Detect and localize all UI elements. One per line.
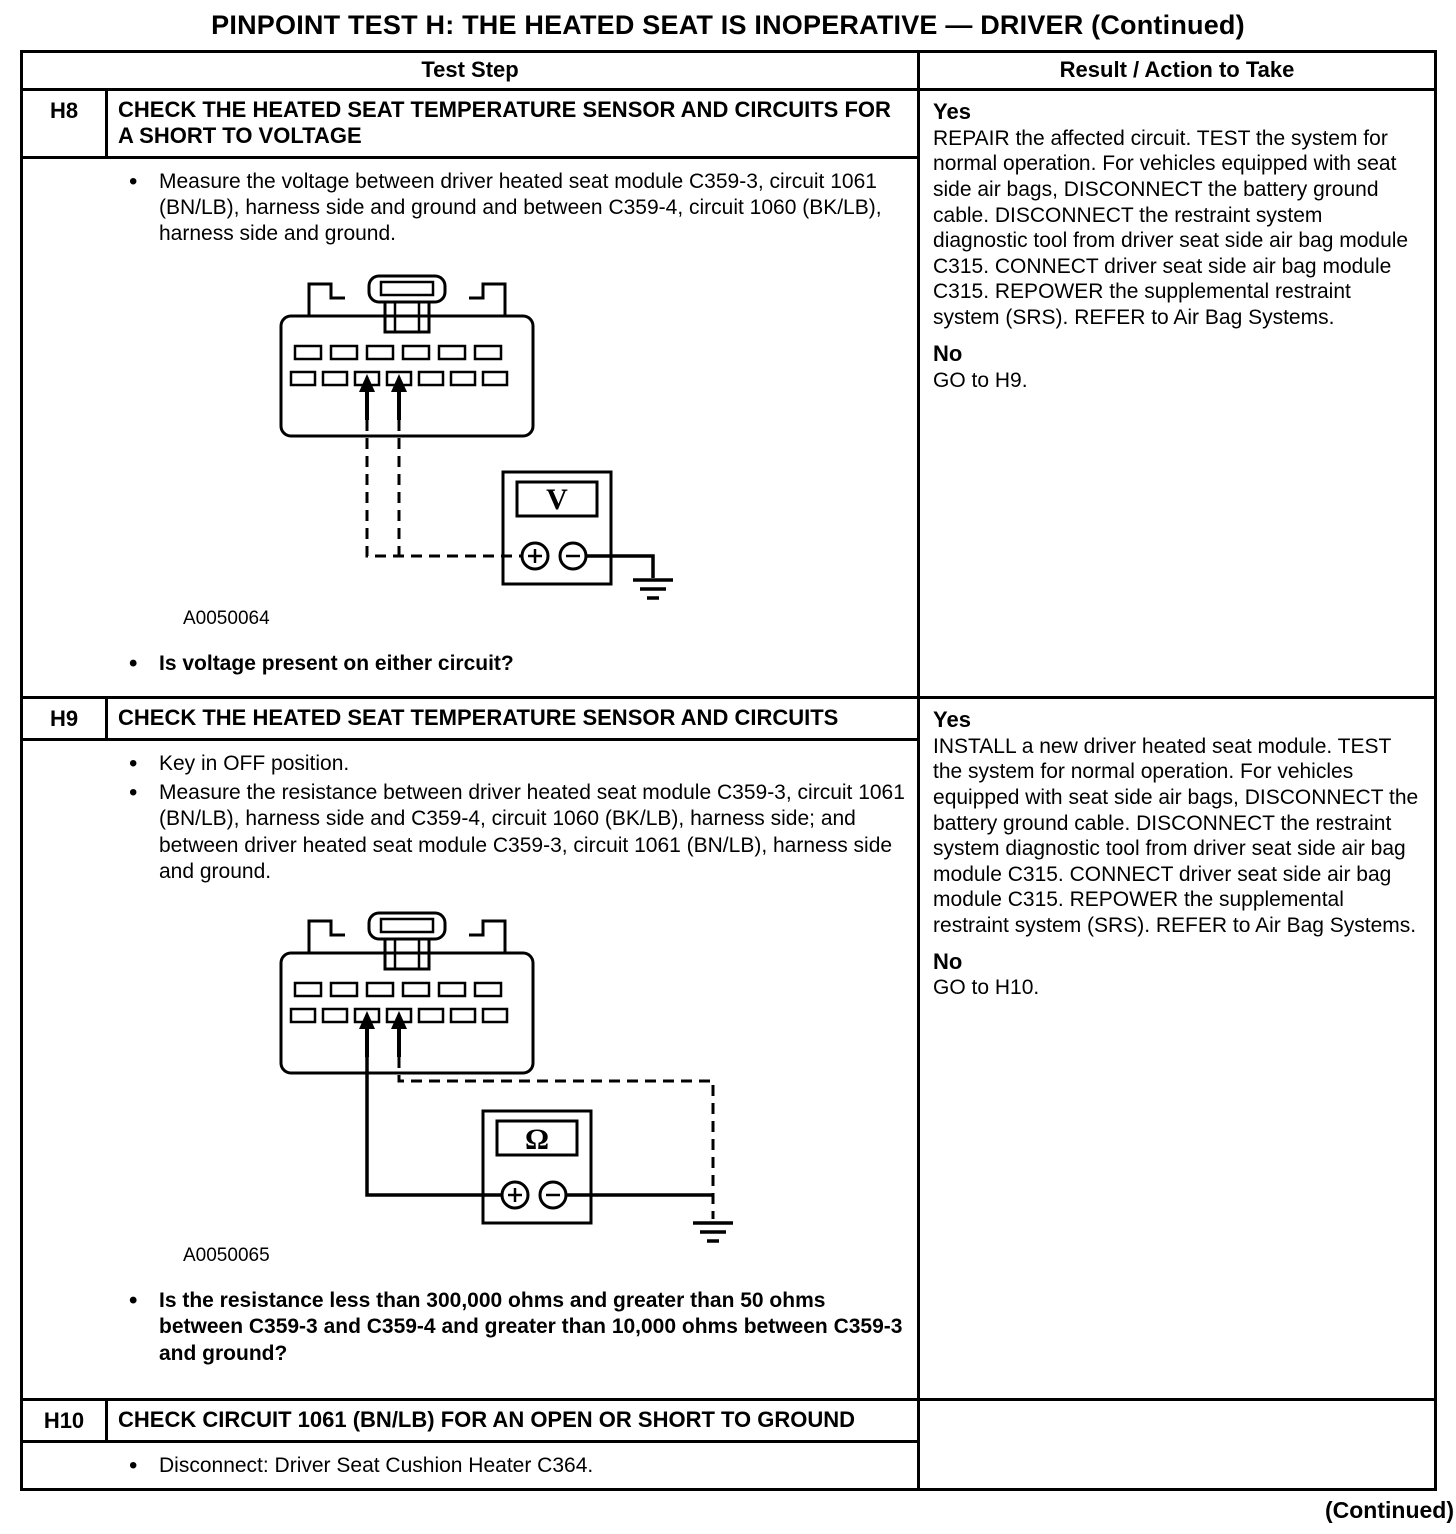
figure-label: A0050065 xyxy=(183,1245,270,1267)
voltmeter-icon xyxy=(503,472,611,584)
probe-arrow-icon xyxy=(359,374,407,420)
step-question: • Is the resistance less than 300,000 ohms and greater than 50 ohms between C359-3 and C359-4 and greater than 10,000 ohms between C359-3 and ground? xyxy=(123,1288,909,1367)
h8-connector-diagram xyxy=(153,262,909,637)
connector-icon xyxy=(281,913,533,1073)
result-cell-h10 xyxy=(919,1399,1436,1489)
pinpoint-test-table xyxy=(20,50,1437,1491)
step-id-h10: H10 xyxy=(22,1399,107,1441)
connector-icon xyxy=(281,276,533,436)
no-label: No xyxy=(933,948,963,974)
no-action-text: GO to H10. xyxy=(933,976,1040,1000)
meter-symbol: Ω xyxy=(524,1123,550,1157)
probe-arrow-icon xyxy=(359,1011,407,1057)
result-cell-h8 xyxy=(919,90,1436,698)
result-cell-h9 xyxy=(919,697,1436,1399)
step-h10-header-row xyxy=(22,1399,1436,1441)
question-list xyxy=(23,1288,909,1367)
step-question: • Is voltage present on either circuit? xyxy=(123,651,909,677)
question-list xyxy=(23,651,909,677)
instruction-list xyxy=(23,169,909,248)
yes-label: Yes xyxy=(933,706,971,732)
step-title-h9: CHECK THE HEATED SEAT TEMPERATURE SENSOR AND CIRCUITS xyxy=(107,697,919,739)
yes-label: Yes xyxy=(933,99,971,124)
step-id-h9: H9 xyxy=(22,697,107,739)
table-header-row xyxy=(22,52,1436,90)
step-body-h9 xyxy=(22,739,919,1399)
no-label: No xyxy=(933,340,963,366)
no-action-text: GO to H9. xyxy=(933,368,1028,392)
step-id-h8: H8 xyxy=(22,90,107,158)
ground-symbol-icon xyxy=(633,580,673,598)
column-header-result: Result / Action to Take xyxy=(919,52,1436,90)
ohmmeter-icon xyxy=(483,1111,591,1223)
step-title-h10: CHECK CIRCUIT 1061 (BN/LB) FOR AN OPEN OR SHORT TO GROUND xyxy=(107,1399,919,1441)
step-body-h8 xyxy=(22,157,919,697)
voltage-test-diagram xyxy=(153,262,713,637)
yes-action-text: INSTALL a new driver heated seat module. TEST the system for normal operation. For vehicles equipped with seat side air bags, DISCONNECT the battery ground cable. DISCONNECT the restraint system diagnostic tool from driver seat side air bag module C315. CONNECT driver seat side air bag module C315. REPOWER the supplemental restraint system (SRS). REFER to Air Bag Systems. xyxy=(933,734,1419,937)
test-lead-wire xyxy=(367,420,522,556)
ground-wire xyxy=(586,556,653,578)
instruction-item: • Measure the resistance between driver heated seat module C359-3, circuit 1061 (BN/LB), harness side and C359-4, circuit 1060 (BK/LB), harness side; and between driver heated seat module C359-3, circuit 1061 (BN/LB), harness side and ground. xyxy=(123,780,909,885)
instruction-item: • Key in OFF position. xyxy=(123,751,909,777)
instruction-item: • Disconnect: Driver Seat Cushion Heater C364. xyxy=(123,1453,909,1479)
step-body-h10 xyxy=(22,1441,919,1489)
instruction-item: • Measure the voltage between driver heated seat module C359-3, circuit 1061 (BN/LB), harness side and ground and between C359-4, circuit 1060 (BK/LB), harness side and ground. xyxy=(123,169,909,248)
page-title: PINPOINT TEST H: THE HEATED SEAT IS INOPERATIVE — DRIVER (Continued) xyxy=(211,10,1245,40)
figure-label: A0050064 xyxy=(183,607,270,629)
yes-action-text: REPAIR the affected circuit. TEST the system for normal operation. For vehicles equipped with seat side air bags, DISCONNECT the battery ground cable. DISCONNECT the restraint system diagnostic tool from driver seat side air bag module C315. CONNECT driver seat side air bag module C315. REPOWER the supplemental restraint system (SRS). REFER to Air Bag Systems. xyxy=(933,126,1409,330)
step-title-h8: CHECK THE HEATED SEAT TEMPERATURE SENSOR AND CIRCUITS FOR A SHORT TO VOLTAGE xyxy=(107,90,919,158)
ground-symbol-icon xyxy=(693,1223,733,1241)
footer-continued: (Continued) xyxy=(1324,1497,1454,1524)
instruction-list xyxy=(23,751,909,885)
step-h9-header-row xyxy=(22,697,1436,739)
meter-symbol: V xyxy=(546,482,568,516)
column-header-test-step: Test Step xyxy=(22,52,919,90)
instruction-list xyxy=(23,1453,909,1479)
resistance-test-diagram xyxy=(153,899,753,1274)
h9-connector-diagram xyxy=(153,899,909,1274)
step-h8-header-row xyxy=(22,90,1436,158)
